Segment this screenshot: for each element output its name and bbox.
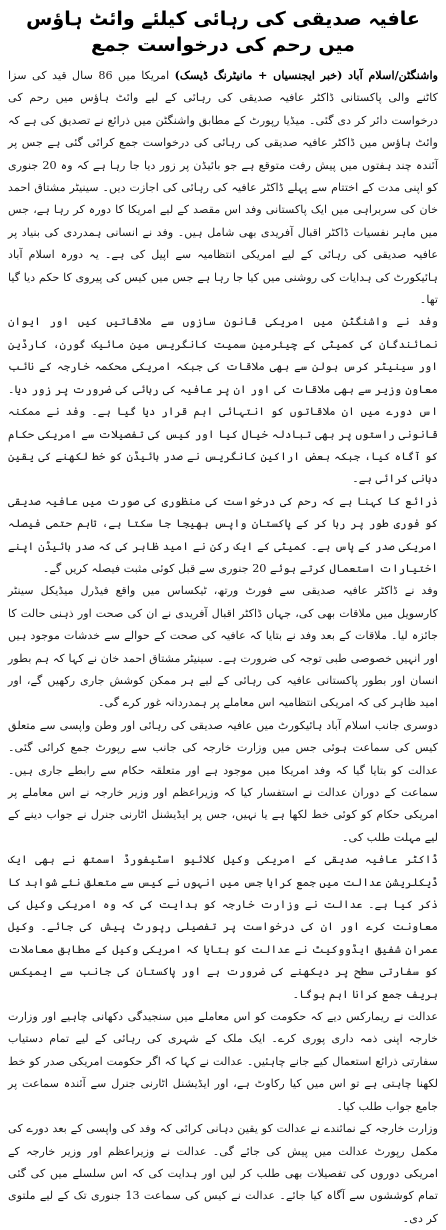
article-paragraph: وزارت خارجہ کے نمائندے نے عدالت کو یقین دہانی کرائی کہ وفد کی واپسی کے بعد دورے کی مکمل رپورٹ عدالت میں پیش کی جائے گی۔ عدالت نے وزیراعظم اور وزیر خارجہ کے امریکی دوروں کی تفصیلات بھی طلب کر لیں اور ہدایت کی کہ اس سلسلے میں کی گئی تمام کوششوں سے آگاہ کیا جائے۔ عدالت نے کیس کی سماعت 13 جنوری تک کے لیے ملتوی کر دی۔ [8,1122,438,1225]
headline: عافیہ صدیقی کی رہائی کیلئے وائٹ ہاؤس میں رحم کی درخواست جمع [26,8,420,56]
article-body [8,64,438,1230]
dateline: واشنگٹن/اسلام آباد (خبر ایجنسیاں + مانیٹرنگ ڈیسک) [174,68,438,82]
article-paragraph: ذرائع کا کہنا ہے کہ رحم کی درخواست کی منظوری کی صورت میں عافیہ صدیقی کو فوری طور پر رہا کر کے پاکستان واپس بھیجا جا سکتا ہے، تاہم حتمی فیصلہ امریکی صدر کے پاس ہے۔ کمیٹی کے ایک رکن نے امید ظاہر کی کہ صدر بائیڈن اپنے اختیارات استعمال کرتے ہوئے 20 جنوری سے قبل کوئی مثبت فیصلہ کریں گے۔ [8,494,438,575]
article-paragraph: وفد نے واشنگٹن میں امریکی قانون سازوں سے ملاقاتیں کیں اور ایوان نمائندگان کی کمیٹی کے چیئرمین سمیت کانگریس مین مائیک گورن، کارڈین اور سینیٹر کرس ہولن سے بھی ملاقات کی جبکہ امریکی محکمہ خارجہ کے نائب معاون وزیر سے بھی ملاقات کی اور ان پر عافیہ کی رہائی کی ضرورت پر زور دیا۔ اس دورے میں ان ملاقاتوں کو انتہائی اہم قرار دیا گیا ہے۔ وفد نے ممکنہ قانونی راستوں پر بھی تبادلہ خیال کیا اور کیس کی تفصیلات سے امریکی حکام کو آگاہ کیا، جبکہ بعض اراکین کانگریس نے صدر بائیڈن کو خط لکھنے کی یقین دہانی کرائی ہے۔ [8,315,438,486]
article-paragraph: وفد نے ڈاکٹر عافیہ صدیقی سے فورٹ ورتھ، ٹیکساس میں واقع فیڈرل میڈیکل سینٹر کارسویل میں ملاقات بھی کی، جہاں ڈاکٹر اقبال آفریدی نے ان کی صحت اور ذہنی حالت کا جائزہ لیا۔ ملاقات کے بعد وفد نے بتایا کہ عافیہ کی صحت کے حوالے سے خدشات موجود ہیں اور انہیں خصوصی طبی توجہ کی ضرورت ہے۔ سینیٹر مشتاق احمد خان نے کہا کہ ہم بطور انسان اور بطور پاکستانی عافیہ کی رہائی کے لیے ہر ممکن کوشش جاری رکھیں گے، اور امید ظاہر کی کہ امریکی انتظامیہ اس معاملے پر ہمدردانہ غور کرے گی۔ [8,584,438,710]
article-paragraph: ڈاکٹر عافیہ صدیقی کے امریکی وکیل کلائیو اسٹیفورڈ اسمتھ نے بھی ایک ڈیکلریشن عدالت میں جمع کرایا جس میں انہوں نے کیس سے متعلق نئے شواہد کا ذکر کیا ہے۔ عدالت نے وزارت خارجہ کو ہدایت کی کہ وہ امریکی وکیل کی معاونت کرے اور ان کی درخواست پر تفصیلی رپورٹ پیش کی جائے۔ وکیل عمران شفیق ایڈووکیٹ نے عدالت کو بتایا کہ امریکی وکیل کے مطابق معاملات کو سفارتی سطح پر دیکھنے کی ضرورت ہے اور پاکستان کی جانب سے ایمیکس بریف جمع کرانا اہم ہوگا۔ [8,853,438,1001]
paragraph-text: امریکا میں 86 سال قید کی سزا کاٹنے والی پاکستانی ڈاکٹر عافیہ صدیقی کی رہائی کے لیے وائٹ ہاؤس میں رحم کی درخواست دائر کر دی گئی۔ میڈیا رپورٹ کے مطابق واشنگٹن میں ذرائع نے تصدیق کی ہے کہ وائٹ ہاؤس میں ڈاکٹر عافیہ صدیقی کی رہائی کی درخواست جمع کرائی گئی ہے جس پر آئندہ چند ہفتوں میں پیش رفت متوقع ہے جو بائیڈن پر زور دیا جا رہا ہے کہ وہ 20 جنوری کو اپنی مدت کے اختتام سے پہلے ڈاکٹر عافیہ کی رہائی کی اجازت دیں۔ سینیٹر مشتاق احمد خان کی سربراہی میں ایک پاکستانی وفد اس مقصد کے لیے امریکا کا دورہ کر رہا ہے، جس میں ماہر نفسیات ڈاکٹر اقبال آفریدی بھی شامل ہیں۔ وفد نے انسانی ہمدردی کی بنیاد پر عافیہ صدیقی کی رہائی کے لیے امریکی انتظامیہ سے اپیل کی ہے۔ یہ دورہ اسلام آباد ہائیکورٹ کی ہدایات کی روشنی میں کیا جا رہا ہے جس میں کیس کی پیروی کا حکم دیا گیا تھا۔ [8,69,438,307]
article-paragraph: دوسری جانب اسلام آباد ہائیکورٹ میں عافیہ صدیقی کی رہائی اور وطن واپسی سے متعلق کیس کی سماعت ہوئی جس میں وزارت خارجہ کی جانب سے رپورٹ جمع کرائی گئی۔ عدالت کو بتایا گیا کہ وفد امریکا میں موجود ہے اور متعلقہ حکام سے رابطے جاری ہیں۔ سماعت کے دوران عدالت نے استفسار کیا کہ وزیراعظم اور وزیر خارجہ نے اس معاملے پر امریکی حکام کو کوئی خط لکھا ہے یا نہیں، جس پر ایڈیشنل اٹارنی جنرل نے جواب دینے کے لیے مہلت طلب کی۔ [8,718,438,844]
article-paragraph [8,64,438,311]
article-paragraph: عدالت نے ریمارکس دیے کہ حکومت کو اس معاملے میں سنجیدگی دکھانی چاہیے اور وزارت خارجہ اپنی ذمہ داری پوری کرے۔ ایک ملک کے شہری کی رہائی کے لیے تمام دستیاب سفارتی ذرائع استعمال کیے جانے چاہئیں۔ عدالت نے کہا کہ اگر حکومت امریکی صدر کو خط لکھنا چاہتی ہے تو اس میں کیا رکاوٹ ہے، اور ایڈیشنل اٹارنی جنرل سے آئندہ سماعت پر جامع جواب طلب کیا۔ [8,1010,438,1113]
